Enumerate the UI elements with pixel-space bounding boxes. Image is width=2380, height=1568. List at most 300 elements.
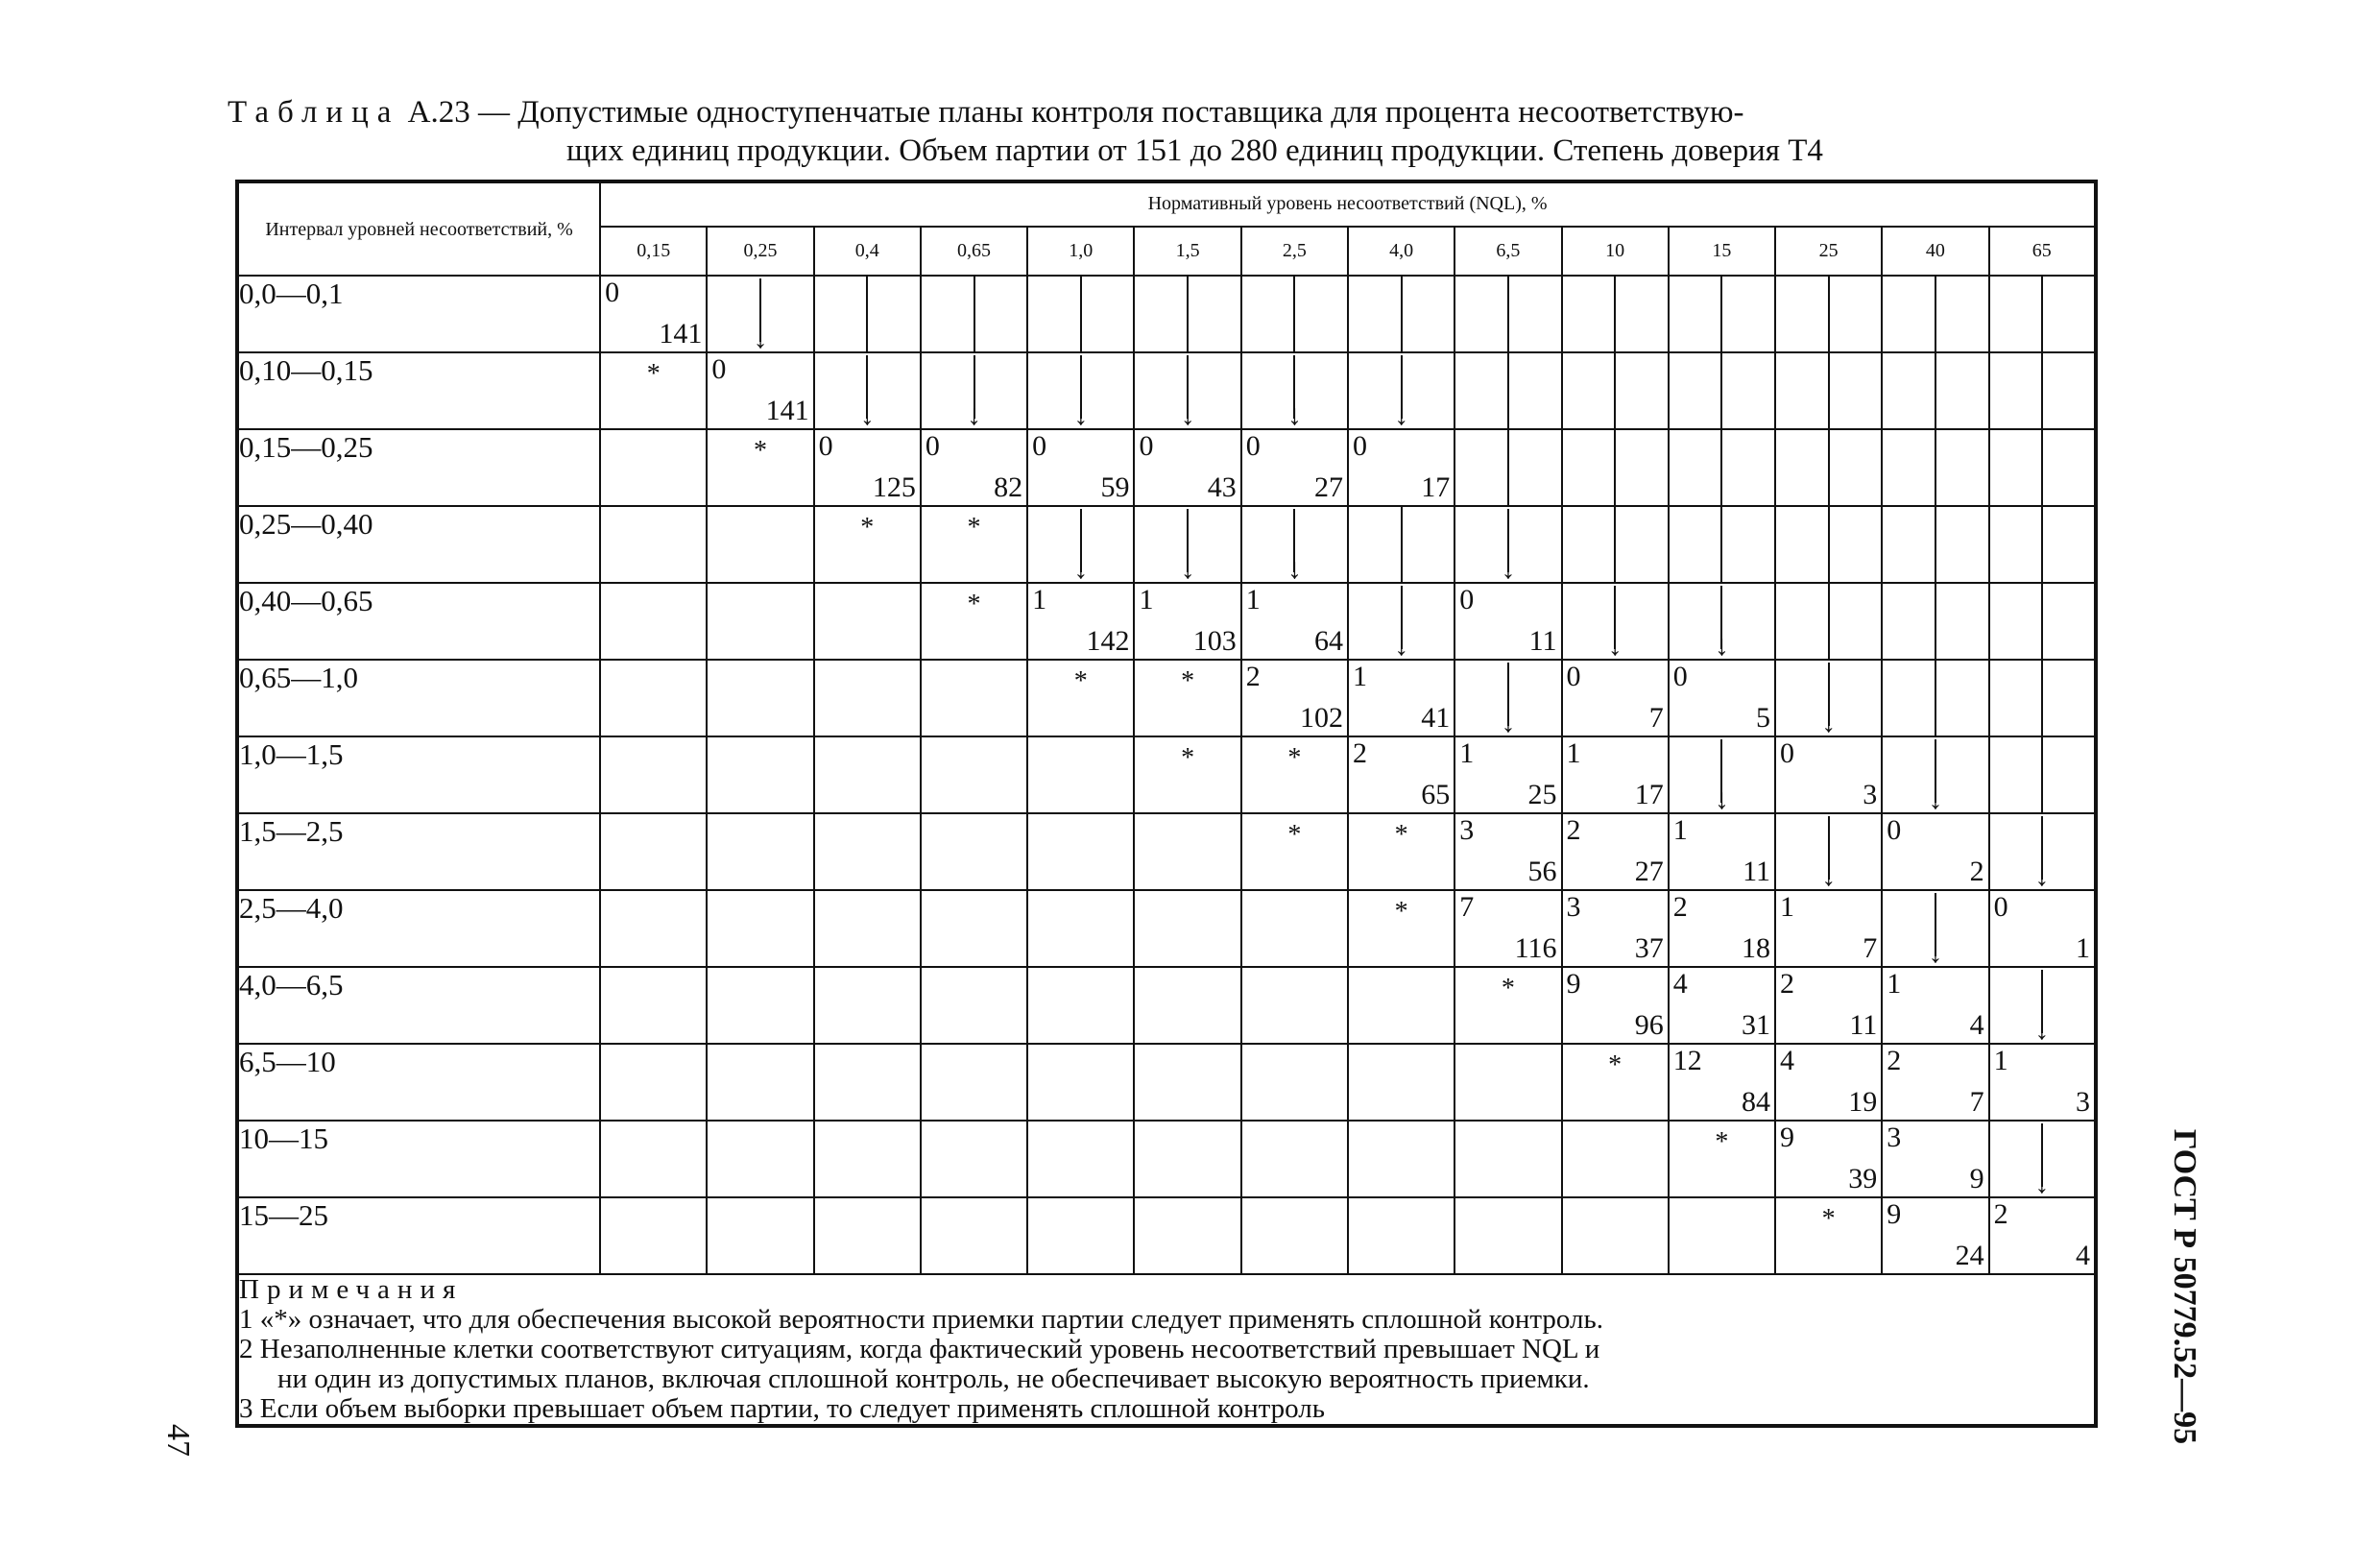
empty-cell	[1134, 890, 1240, 967]
column-header: 0,25	[707, 227, 813, 276]
sample-size: 1	[2076, 932, 2090, 964]
empty-cell	[1348, 1044, 1454, 1121]
empty-cell	[707, 660, 813, 736]
acceptance-number: 2	[1352, 737, 1367, 769]
arrow-head: ↓	[1821, 860, 1837, 892]
plan-cell	[1882, 813, 1988, 890]
column-header: 15	[1669, 227, 1775, 276]
down-arrow-icon	[1497, 509, 1520, 585]
sample-size: 39	[1848, 1163, 1878, 1194]
arrow-head: ↓	[1714, 630, 1729, 662]
acceptance-number: 2	[1566, 814, 1581, 846]
sample-size: 19	[1848, 1086, 1878, 1118]
continuation-line	[1614, 430, 1616, 505]
down-arrow-icon	[1176, 509, 1199, 585]
note-2: 2 Незаполненные клетки соответствуют ситуациям, когда фактический уровень несоответствий превышает NQL и	[239, 1334, 1600, 1364]
continuation-cell	[1669, 429, 1775, 506]
acceptance-number: 1	[1993, 1045, 2008, 1076]
arrow-head: ↓	[1286, 399, 1302, 431]
sample-size: 82	[994, 471, 1023, 503]
continuation-line	[2041, 737, 2043, 812]
empty-cell	[600, 736, 707, 813]
arrow-head: ↓	[2034, 1168, 2050, 1199]
plan-cell	[1989, 890, 2096, 967]
column-header: 65	[1989, 227, 2096, 276]
plan-cell	[921, 429, 1027, 506]
arrow-head: ↓	[1821, 707, 1837, 738]
row-interval-label: 1,5—2,5	[237, 813, 600, 890]
empty-cell	[707, 736, 813, 813]
full-inspection-cell	[921, 506, 1027, 583]
empty-cell	[814, 736, 921, 813]
sample-size: 4	[2076, 1240, 2090, 1271]
acceptance-number: 1	[1139, 584, 1154, 615]
sample-size: 17	[1634, 779, 1664, 810]
down-arrow-icon	[1070, 509, 1093, 585]
acceptance-number: 0	[1780, 737, 1795, 769]
arrow-cell	[1882, 736, 1988, 813]
arrow-cell	[1989, 813, 2096, 890]
continuation-line	[2041, 353, 2043, 428]
down-arrow-icon	[1390, 355, 1413, 431]
full-inspection-cell	[707, 429, 813, 506]
arrow-cell	[1454, 660, 1561, 736]
continuation-cell	[1348, 506, 1454, 583]
sample-size: 141	[659, 318, 703, 350]
note-1: 1 «*» означает, что для обеспечения высокой вероятности приемки партии следует применять сплошной контроль.	[239, 1304, 1603, 1335]
continuation-line	[1828, 277, 1830, 351]
continuation-cell	[1775, 276, 1882, 352]
continuation-line	[1935, 277, 1936, 351]
continuation-line	[866, 277, 868, 351]
full-inspection-cell	[600, 352, 707, 429]
full-inspection-cell	[1669, 1121, 1775, 1197]
sample-size: 27	[1313, 471, 1343, 503]
empty-cell	[707, 1044, 813, 1121]
caption-line-2: щих единиц продукции. Объем партии от 151 до 280 единиц продукции. Степень доверия Т4	[566, 133, 1823, 168]
full-inspection-cell	[1241, 813, 1348, 890]
plan-cell	[1348, 736, 1454, 813]
continuation-line	[1828, 584, 1830, 659]
empty-cell	[707, 813, 813, 890]
down-arrow-icon	[1070, 355, 1093, 431]
row-interval-label: 0,0—0,1	[237, 276, 600, 352]
continuation-cell	[1669, 276, 1775, 352]
sample-size: 5	[1756, 702, 1771, 734]
empty-cell	[1241, 890, 1348, 967]
sample-size: 7	[1969, 1086, 1984, 1118]
asterisk-mark: *	[967, 513, 981, 543]
column-header: 2,5	[1241, 227, 1348, 276]
empty-cell	[600, 429, 707, 506]
empty-cell	[600, 1121, 707, 1197]
down-arrow-icon	[749, 278, 772, 354]
acceptance-number: 2	[1245, 661, 1261, 692]
arrow-cell	[1775, 660, 1882, 736]
down-arrow-icon	[1176, 355, 1199, 431]
table-row	[237, 276, 2096, 352]
arrow-cell	[1241, 506, 1348, 583]
sample-size: 102	[1299, 702, 1343, 734]
empty-cell	[921, 890, 1027, 967]
column-header: 6,5	[1454, 227, 1561, 276]
acceptance-number: 9	[1887, 1198, 1902, 1230]
full-inspection-cell	[1454, 967, 1561, 1044]
arrow-cell	[1882, 890, 1988, 967]
continuation-cell	[1882, 352, 1988, 429]
continuation-cell	[1562, 352, 1669, 429]
down-arrow-icon	[1817, 663, 1840, 738]
empty-cell	[1134, 1121, 1240, 1197]
empty-cell	[600, 967, 707, 1044]
continuation-cell	[1454, 276, 1561, 352]
continuation-line	[2041, 661, 2043, 736]
arrow-head: ↓	[1286, 553, 1302, 585]
full-inspection-cell	[1348, 890, 1454, 967]
plan-cell	[707, 352, 813, 429]
empty-cell	[1241, 1197, 1348, 1274]
empty-cell	[1027, 813, 1134, 890]
continuation-cell	[1989, 276, 2096, 352]
continuation-line	[1720, 277, 1722, 351]
down-arrow-icon	[2031, 970, 2054, 1046]
arrow-head: ↓	[1073, 553, 1089, 585]
empty-cell	[600, 890, 707, 967]
full-inspection-cell	[921, 583, 1027, 660]
continuation-line	[1187, 277, 1189, 351]
acceptance-number: 3	[1566, 891, 1581, 923]
continuation-cell	[1989, 583, 2096, 660]
empty-cell	[600, 1197, 707, 1274]
header-nql: Нормативный уровень несоответствий (NQL), %	[600, 181, 2096, 227]
continuation-cell	[1882, 276, 1988, 352]
table-row	[237, 429, 2096, 506]
empty-cell	[1134, 1197, 1240, 1274]
table-row	[237, 1197, 2096, 1274]
plan-cell	[1241, 660, 1348, 736]
down-arrow-icon	[963, 355, 986, 431]
continuation-line	[1293, 277, 1295, 351]
continuation-cell	[1989, 506, 2096, 583]
empty-cell	[1027, 1044, 1134, 1121]
empty-cell	[921, 1197, 1027, 1274]
sample-size: 11	[1743, 856, 1771, 887]
sample-size: 141	[765, 395, 809, 426]
table-row	[237, 890, 2096, 967]
acceptance-number: 0	[1672, 661, 1688, 692]
acceptance-number: 1	[1352, 661, 1367, 692]
down-arrow-icon	[2031, 1123, 2054, 1199]
sample-size: 7	[1648, 702, 1664, 734]
plan-cell	[1989, 1044, 2096, 1121]
row-interval-label: 0,25—0,40	[237, 506, 600, 583]
continuation-line	[1614, 277, 1616, 351]
down-arrow-icon	[855, 355, 878, 431]
table-row	[237, 506, 2096, 583]
sample-size: 17	[1421, 471, 1451, 503]
plan-cell	[1562, 967, 1669, 1044]
plan-cell	[1882, 1121, 1988, 1197]
table-row	[237, 967, 2096, 1044]
plan-cell	[1241, 429, 1348, 506]
full-inspection-cell	[1027, 660, 1134, 736]
sample-size: 2	[1969, 856, 1984, 887]
asterisk-mark: *	[1287, 820, 1302, 850]
column-header: 4,0	[1348, 227, 1454, 276]
sample-size: 11	[1849, 1009, 1878, 1041]
arrow-cell	[921, 352, 1027, 429]
continuation-line	[1935, 584, 1936, 659]
acceptance-number: 0	[1887, 814, 1902, 846]
sample-size: 142	[1086, 625, 1130, 657]
continuation-cell	[814, 276, 921, 352]
row-interval-label: 0,65—1,0	[237, 660, 600, 736]
sample-size: 9	[1969, 1163, 1984, 1194]
arrow-head: ↓	[1394, 630, 1409, 662]
acceptance-number: 1	[1672, 814, 1688, 846]
page-number	[154, 1392, 202, 1488]
continuation-cell	[1454, 429, 1561, 506]
table-row	[237, 1121, 2096, 1197]
asterisk-mark: *	[754, 436, 767, 466]
asterisk-mark: *	[1821, 1204, 1836, 1234]
empty-cell	[1348, 1197, 1454, 1274]
continuation-cell	[1027, 276, 1134, 352]
asterisk-mark: *	[1608, 1050, 1623, 1080]
empty-cell	[1134, 967, 1240, 1044]
column-header: 0,15	[600, 227, 707, 276]
plan-cell	[1562, 660, 1669, 736]
continuation-cell	[1775, 429, 1882, 506]
empty-cell	[707, 583, 813, 660]
down-arrow-icon	[1710, 739, 1733, 815]
sample-size: 59	[1100, 471, 1130, 503]
acceptance-number: 2	[1887, 1045, 1902, 1076]
empty-cell	[1348, 1121, 1454, 1197]
plan-cell	[1562, 813, 1669, 890]
empty-cell	[1562, 1197, 1669, 1274]
arrow-head: ↓	[859, 399, 875, 431]
acceptance-number: 12	[1672, 1045, 1702, 1076]
asterisk-mark: *	[1394, 897, 1408, 927]
plan-cell	[600, 276, 707, 352]
row-interval-label: 10—15	[237, 1121, 600, 1197]
full-inspection-cell	[1134, 660, 1240, 736]
sample-size: 56	[1527, 856, 1557, 887]
continuation-line	[2041, 584, 2043, 659]
acceptance-number: 0	[1459, 584, 1475, 615]
continuation-line	[1828, 430, 1830, 505]
down-arrow-icon	[1283, 509, 1306, 585]
plan-cell	[1562, 890, 1669, 967]
continuation-cell	[1882, 429, 1988, 506]
full-inspection-cell	[1348, 813, 1454, 890]
table-row	[237, 352, 2096, 429]
arrow-cell	[1989, 967, 2096, 1044]
sample-size: 116	[1514, 932, 1557, 964]
column-header: 1,5	[1134, 227, 1240, 276]
plan-cell	[1454, 583, 1561, 660]
continuation-cell	[1134, 276, 1240, 352]
empty-cell	[707, 967, 813, 1044]
continuation-line	[1935, 430, 1936, 505]
row-interval-label: 0,10—0,15	[237, 352, 600, 429]
acceptance-number: 7	[1459, 891, 1475, 923]
row-interval-label: 0,40—0,65	[237, 583, 600, 660]
plan-cell	[1989, 1197, 2096, 1274]
empty-cell	[921, 660, 1027, 736]
row-interval-label: 0,15—0,25	[237, 429, 600, 506]
plan-cell	[1669, 890, 1775, 967]
sample-size: 43	[1207, 471, 1237, 503]
continuation-line	[1828, 353, 1830, 428]
column-header: 1,0	[1027, 227, 1134, 276]
acceptance-number: 9	[1566, 968, 1581, 1000]
plan-cell	[1882, 1197, 1988, 1274]
empty-cell	[814, 660, 921, 736]
arrow-head: ↓	[1928, 784, 1943, 815]
table-row	[237, 813, 2096, 890]
continuation-cell	[1669, 352, 1775, 429]
sample-size: 3	[1863, 779, 1878, 810]
acceptance-number: 1	[1566, 737, 1581, 769]
column-header: 0,65	[921, 227, 1027, 276]
sample-size: 65	[1421, 779, 1451, 810]
continuation-line	[1614, 353, 1616, 428]
table-row	[237, 583, 2096, 660]
continuation-line	[1080, 277, 1082, 351]
empty-cell	[1241, 1044, 1348, 1121]
continuation-cell	[1989, 660, 2096, 736]
note-3: 3 Если объем выборки превышает объем партии, то следует применять сплошной контроль	[239, 1393, 1325, 1424]
empty-cell	[707, 890, 813, 967]
plan-cell	[1027, 583, 1134, 660]
caption-prefix: Таблица	[228, 95, 400, 130]
acceptance-number: 0	[1032, 430, 1047, 462]
plan-cell	[1669, 1044, 1775, 1121]
table-row	[237, 660, 2096, 736]
continuation-line	[1507, 430, 1509, 505]
empty-cell	[814, 583, 921, 660]
continuation-line	[2041, 277, 2043, 351]
asterisk-mark: *	[1287, 743, 1302, 773]
continuation-cell	[921, 276, 1027, 352]
plan-cell	[1775, 890, 1882, 967]
continuation-cell	[1989, 736, 2096, 813]
continuation-line	[1507, 277, 1509, 351]
sample-size: 27	[1634, 856, 1664, 887]
continuation-cell	[1562, 506, 1669, 583]
empty-cell	[1027, 736, 1134, 813]
header-interval: Интервал уровней несоответствий, %	[237, 181, 600, 276]
continuation-cell	[1775, 352, 1882, 429]
continuation-line	[2041, 430, 2043, 505]
empty-cell	[600, 506, 707, 583]
asterisk-mark: *	[1181, 743, 1195, 773]
empty-cell	[814, 813, 921, 890]
down-arrow-icon	[1710, 586, 1733, 662]
empty-cell	[1027, 1197, 1134, 1274]
down-arrow-icon	[1817, 816, 1840, 892]
arrow-cell	[1241, 352, 1348, 429]
acceptance-number: 0	[1566, 661, 1581, 692]
empty-cell	[1241, 1121, 1348, 1197]
empty-cell	[600, 660, 707, 736]
continuation-line	[1720, 507, 1722, 582]
table-caption	[228, 93, 2071, 170]
empty-cell	[814, 1121, 921, 1197]
page-number-text: 47	[160, 1424, 196, 1457]
sample-size: 37	[1634, 932, 1664, 964]
asterisk-mark: *	[967, 590, 981, 619]
arrow-head: ↓	[1180, 553, 1195, 585]
table-body	[237, 276, 2096, 1274]
sample-size: 84	[1742, 1086, 1771, 1118]
standard-label-text: ГОСТ Р 50779.52—95	[2167, 1128, 2202, 1445]
plan-cell	[1454, 813, 1561, 890]
arrow-head: ↓	[1073, 399, 1089, 431]
full-inspection-cell	[1134, 736, 1240, 813]
acceptance-number: 3	[1459, 814, 1475, 846]
plan-cell	[1348, 660, 1454, 736]
plan-cell	[1775, 1044, 1882, 1121]
acceptance-number: 1	[1245, 584, 1261, 615]
down-arrow-icon	[1283, 355, 1306, 431]
down-arrow-icon	[1924, 739, 1947, 815]
empty-cell	[1027, 967, 1134, 1044]
down-arrow-icon	[1497, 663, 1520, 738]
empty-cell	[1454, 1044, 1561, 1121]
arrow-cell	[1134, 352, 1240, 429]
row-interval-label: 1,0—1,5	[237, 736, 600, 813]
arrow-cell	[1669, 583, 1775, 660]
continuation-cell	[1882, 583, 1988, 660]
continuation-cell	[1241, 276, 1348, 352]
sample-size: 31	[1742, 1009, 1771, 1041]
empty-cell	[814, 967, 921, 1044]
empty-cell	[1027, 1121, 1134, 1197]
plan-cell	[814, 429, 921, 506]
arrow-head: ↓	[1714, 784, 1729, 815]
empty-cell	[921, 813, 1027, 890]
empty-cell	[1454, 1197, 1561, 1274]
continuation-cell	[1348, 276, 1454, 352]
empty-cell	[814, 890, 921, 967]
continuation-cell	[1989, 352, 2096, 429]
empty-cell	[600, 813, 707, 890]
continuation-cell	[1775, 583, 1882, 660]
arrow-head: ↓	[1394, 399, 1409, 431]
continuation-line	[2041, 507, 2043, 582]
row-interval-label: 15—25	[237, 1197, 600, 1274]
notes-block	[237, 1274, 2096, 1426]
acceptance-number: 2	[1780, 968, 1795, 1000]
arrow-cell	[1348, 352, 1454, 429]
continuation-cell	[1454, 352, 1561, 429]
continuation-line	[1935, 353, 1936, 428]
asterisk-mark: *	[1394, 820, 1408, 850]
empty-cell	[1348, 967, 1454, 1044]
continuation-line	[974, 277, 975, 351]
arrow-cell	[1989, 1121, 2096, 1197]
table-row	[237, 736, 2096, 813]
arrow-head: ↓	[1501, 707, 1516, 738]
arrow-cell	[1562, 583, 1669, 660]
asterisk-mark: *	[1715, 1127, 1729, 1157]
caption-line-1: А.23 — Допустимые одноступенчатые планы контроля поставщика для процента несоответствую-	[399, 95, 1744, 130]
empty-cell	[1241, 967, 1348, 1044]
down-arrow-icon	[2031, 816, 2054, 892]
